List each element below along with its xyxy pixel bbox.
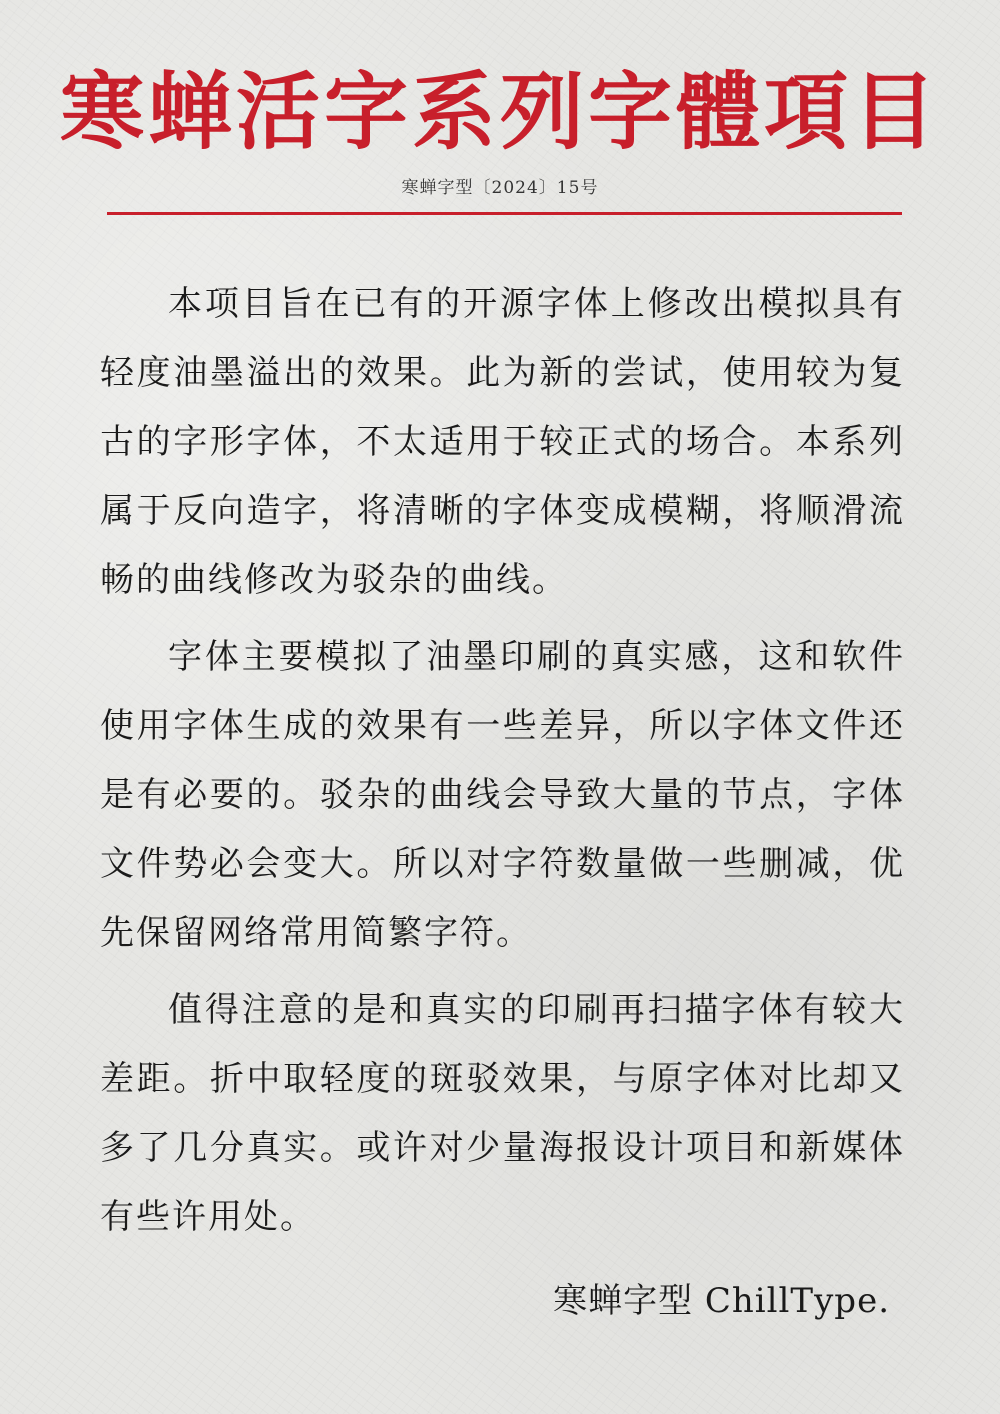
- body-paragraph: 字体主要模拟了油墨印刷的真实感，这和软件使用字体生成的效果有一些差异，所以字体文件还是有必要的。驳杂的曲线会导致大量的节点，字体文件势必会变大。所以对字符数量做一些删减，优先保留网络常用简繁字符。: [100, 637, 905, 953]
- body-paragraph: 值得注意的是和真实的印刷再扫描字体有较大差距。折中取轻度的斑驳效果，与原字体对比却又多了几分真实。或许对少量海报设计项目和新媒体有些许用处。: [100, 990, 905, 1237]
- body-paragraph: 本项目旨在已有的开源字体上修改出模拟具有轻度油墨溢出的效果。此为新的尝试，使用较为复古的字形字体，不太适用于较正式的场合。本系列属于反向造字，将清晰的字体变成模糊，将顺滑流畅的曲线修改为驳杂的曲线。: [100, 284, 905, 600]
- document-body: [100, 270, 905, 1260]
- red-divider: [107, 212, 902, 215]
- document-number: 寒蝉字型〔2024〕15号: [401, 178, 599, 198]
- document-title: 寒蝉活字系列字體項目: [59, 63, 940, 161]
- signature: 寒蝉字型 ChillType.: [553, 1281, 890, 1321]
